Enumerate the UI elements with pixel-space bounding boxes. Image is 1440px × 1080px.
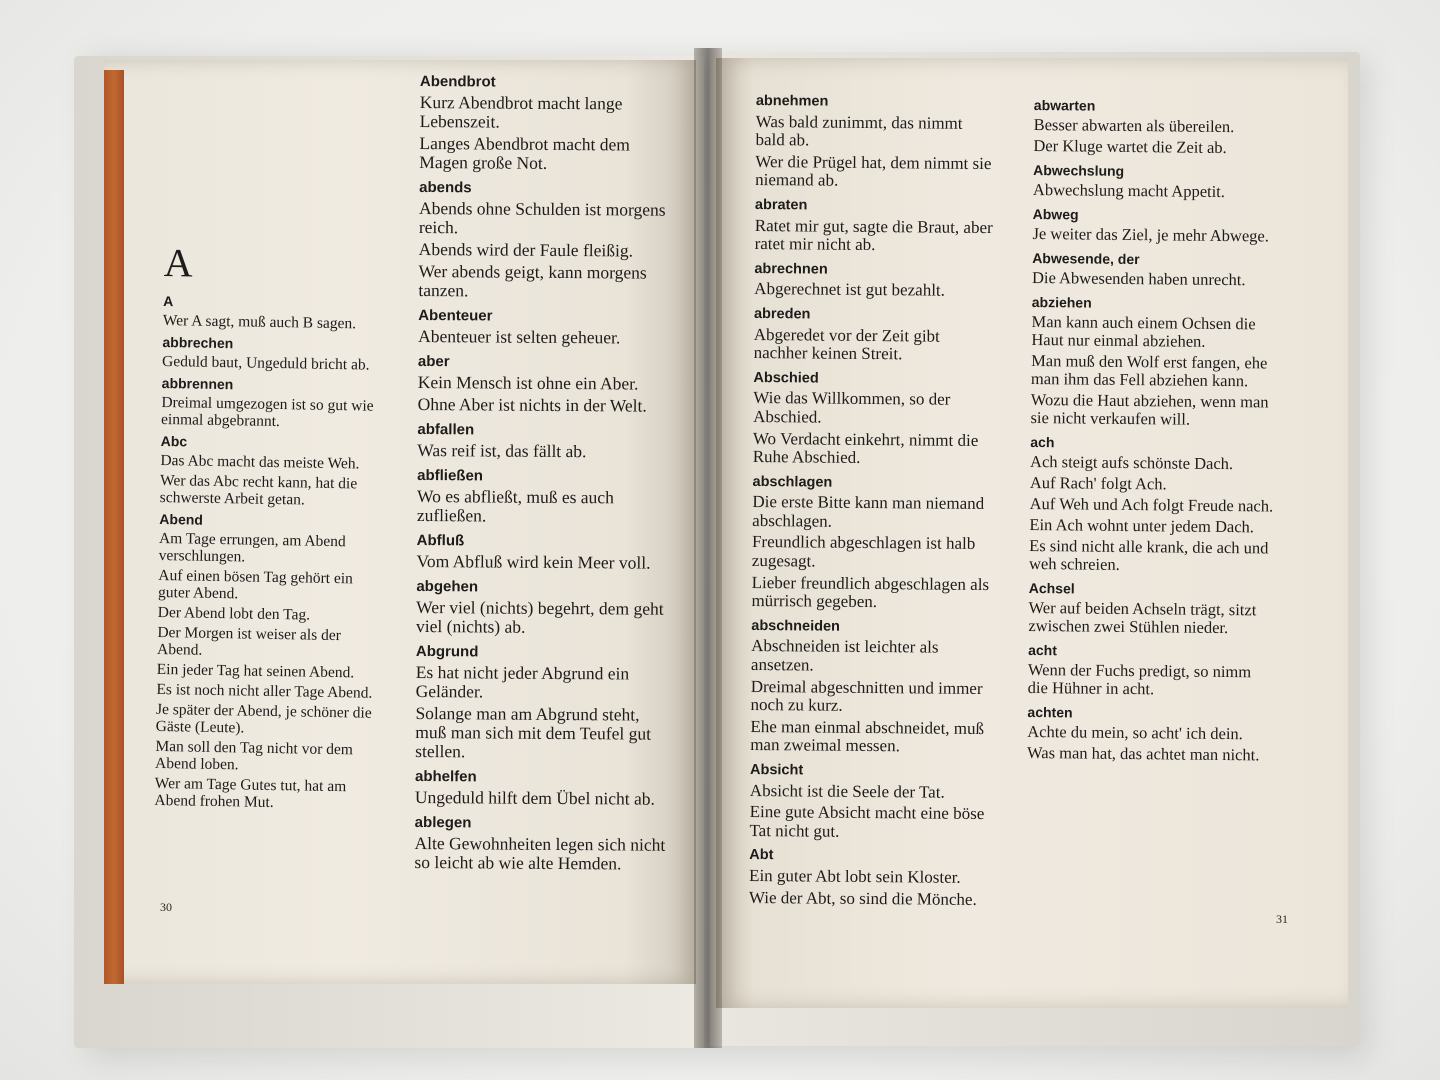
headword: abgehen bbox=[416, 577, 479, 596]
proverb: Auf Rach' folgt Ach. bbox=[1029, 472, 1167, 494]
headword: abraten bbox=[754, 196, 808, 214]
proverb: Dreimal abgeschnitten und immer noch zu kurz. bbox=[750, 676, 983, 715]
headword: Abgrund bbox=[415, 642, 479, 661]
proverb: Was bald zunimmt, das nimmt bald ab. bbox=[755, 111, 963, 150]
proverb: Abends wird der Faule fleißig. bbox=[418, 238, 634, 261]
proverb: Freundlich abgeschlagen ist halb zugesagt. bbox=[751, 532, 976, 571]
headword: Abfluß bbox=[416, 531, 465, 550]
proverb: Ungeduld hilft dem Übel nicht ab. bbox=[414, 786, 656, 809]
section-letter: A bbox=[163, 240, 194, 286]
headword: Abt bbox=[749, 847, 774, 864]
right-page-column-2 bbox=[1027, 90, 1280, 768]
headword: Abwechslung bbox=[1033, 161, 1125, 179]
proverb: Abenteuer ist selten geheuer. bbox=[418, 325, 621, 348]
proverb: Am Tage errungen, am Abend verschlungen. bbox=[158, 529, 346, 566]
headword: Absicht bbox=[749, 761, 804, 779]
headword: Abend bbox=[159, 510, 204, 528]
headword: ablegen bbox=[414, 813, 472, 832]
headword: abhelfen bbox=[414, 767, 477, 786]
headword: abends bbox=[419, 178, 472, 197]
proverb: Abgerechnet ist gut bezahlt. bbox=[754, 279, 946, 300]
right-page-column-1 bbox=[749, 86, 996, 912]
proverb: Geduld baut, Ungeduld bricht ab. bbox=[161, 352, 370, 374]
headword: Achsel bbox=[1028, 579, 1075, 597]
headword: ach bbox=[1030, 433, 1055, 451]
headword: abschlagen bbox=[752, 473, 833, 491]
proverb: Ratet mir gut, sagte die Braut, aber ratet mir nicht ab. bbox=[754, 215, 993, 255]
proverb: Abschneiden ist leichter als ansetzen. bbox=[750, 636, 939, 675]
headword: abziehen bbox=[1031, 293, 1092, 311]
proverb: Was reif ist, das fällt ab. bbox=[417, 439, 587, 462]
proverb: Ohne Aber ist nichts in der Welt. bbox=[417, 393, 647, 416]
proverb: Langes Abendbrot macht dem Magen große Not. bbox=[419, 132, 630, 173]
proverb: Dreimal umgezogen ist so gut wie einmal abgebrannt. bbox=[160, 393, 374, 431]
proverb: Was man hat, das achtet man nicht. bbox=[1026, 742, 1260, 765]
proverb: Wer die Prügel hat, dem nimmt sie niemand ab. bbox=[755, 151, 992, 191]
proverb: Der Morgen ist weiser als der Abend. bbox=[156, 623, 342, 659]
proverb: Abwechslung macht Appetit. bbox=[1032, 179, 1226, 202]
headword: aber bbox=[417, 352, 450, 371]
proverb: Vom Abfluß wird kein Meer voll. bbox=[416, 550, 651, 573]
proverb: Es ist noch nicht aller Tage Abend. bbox=[156, 680, 373, 702]
left-page-column-1 bbox=[154, 240, 384, 816]
headword: Abenteuer bbox=[418, 306, 493, 325]
proverb: Es sind nicht alle krank, die ach und weh schreien. bbox=[1028, 535, 1269, 574]
headword: abbrennen bbox=[161, 374, 234, 393]
headword: Abweg bbox=[1032, 205, 1079, 223]
proverb: Es hat nicht jeder Abgrund ein Geländer. bbox=[415, 661, 630, 702]
proverb: Man soll den Tag nicht vor dem Abend loben. bbox=[154, 737, 354, 774]
page-number-left: 30 bbox=[160, 900, 172, 914]
proverb: Wer abends geigt, kann morgens tanzen. bbox=[418, 260, 647, 301]
proverb: Abends ohne Schulden ist morgens reich. bbox=[418, 197, 666, 238]
headword: acht bbox=[1028, 641, 1058, 659]
headword: Abc bbox=[160, 432, 188, 450]
proverb: Wie der Abt, so sind die Mönche. bbox=[748, 887, 977, 909]
headword: abbrechen bbox=[162, 333, 234, 352]
proverb: Wer auf beiden Achseln trägt, sitzt zwischen zwei Stühlen nieder. bbox=[1028, 597, 1257, 638]
proverb: Ach steigt aufs schönste Dach. bbox=[1030, 451, 1234, 474]
proverb: Auf Weh und Ach folgt Freude nach. bbox=[1029, 493, 1274, 516]
headword: A bbox=[163, 292, 174, 310]
proverb: Achte du mein, so acht' ich dein. bbox=[1027, 721, 1243, 744]
proverb: Auf einen bösen Tag gehört ein guter Abend. bbox=[157, 566, 353, 603]
headword: abschneiden bbox=[751, 617, 840, 635]
proverb: Wer A sagt, muß auch B sagen. bbox=[162, 311, 357, 333]
headword: abrechnen bbox=[754, 260, 828, 278]
proverb: Man muß den Wolf erst fangen, ehe man ihm das Fell abziehen kann. bbox=[1030, 350, 1268, 391]
headword: achten bbox=[1027, 703, 1073, 721]
proverb: Wo es abfließt, muß es auch zufließen. bbox=[416, 485, 614, 526]
proverb: Solange man am Abgrund steht, muß man sich mit dem Teufel gut stellen. bbox=[415, 702, 652, 762]
proverb: Man kann auch einem Ochsen die Haut nur einmal abziehen. bbox=[1031, 311, 1256, 351]
proverb: Ein Ach wohnt unter jedem Dach. bbox=[1029, 514, 1255, 537]
headword: abfallen bbox=[417, 420, 475, 439]
book-gutter bbox=[694, 48, 722, 1048]
proverb: Ehe man einmal abschneidet, muß man zweimal messen. bbox=[750, 716, 985, 756]
proverb: Wenn der Fuchs predigt, so nimm die Hühner in acht. bbox=[1027, 659, 1252, 699]
proverb: Wer viel (nichts) begehrt, dem geht viel (nichts) ab. bbox=[416, 596, 664, 637]
proverb: Eine gute Absicht macht eine böse Tat nicht gut. bbox=[749, 802, 985, 841]
proverb: Das Abc macht das meiste Weh. bbox=[160, 451, 360, 473]
proverb: Kurz Abendbrot macht lange Lebenszeit. bbox=[419, 91, 623, 132]
headword: abfließen bbox=[417, 466, 484, 485]
proverb: Je später der Abend, je schöner die Gäste (Leute). bbox=[155, 700, 372, 737]
proverb: Die erste Bitte kann man niemand abschlagen. bbox=[752, 492, 985, 531]
proverb: Abgeredet vor der Zeit gibt nachher keinen Streit. bbox=[753, 324, 940, 364]
proverb: Der Abend lobt den Tag. bbox=[157, 603, 311, 624]
headword: Abschied bbox=[753, 369, 819, 387]
proverb: Der Kluge wartet die Zeit ab. bbox=[1033, 135, 1227, 158]
proverb: Ein guter Abt lobt sein Kloster. bbox=[749, 865, 961, 887]
page-number-right: 31 bbox=[1276, 912, 1288, 926]
proverb: Wozu die Haut abziehen, wenn man sie nicht verkaufen will. bbox=[1030, 389, 1269, 429]
proverb: Lieber freundlich abgeschlagen als mürrisch gegeben. bbox=[751, 572, 990, 612]
proverb: Kein Mensch ist ohne ein Aber. bbox=[417, 371, 639, 394]
headword: Abendbrot bbox=[419, 72, 496, 91]
proverb: Wo Verdacht einkehrt, nimmt die Ruhe Abschied. bbox=[752, 428, 979, 468]
headword: Abwesende, der bbox=[1032, 249, 1140, 268]
proverb: Je weiter das Ziel, je mehr Abwege. bbox=[1032, 223, 1270, 246]
proverb: Wer das Abc recht kann, hat die schwerste Arbeit getan. bbox=[159, 471, 358, 509]
proverb: Ein jeder Tag hat seinen Abend. bbox=[156, 660, 355, 682]
proverb: Absicht ist die Seele der Tat. bbox=[749, 780, 945, 802]
headword: abnehmen bbox=[755, 92, 829, 110]
proverb: Alte Gewohnheiten legen sich nicht so leicht ab wie alte Hemden. bbox=[414, 832, 666, 874]
headword: abreden bbox=[753, 305, 811, 323]
proverb: Wie das Willkommen, so der Abschied. bbox=[753, 388, 951, 427]
proverb: Die Abwesenden haben unrecht. bbox=[1031, 267, 1246, 290]
proverb: Besser abwarten als übereilen. bbox=[1033, 114, 1235, 137]
left-page-column-2 bbox=[414, 66, 676, 877]
orange-margin-band bbox=[104, 70, 124, 984]
proverb: Wer am Tage Gutes tut, hat am Abend frohen Mut. bbox=[154, 774, 347, 811]
headword: abwarten bbox=[1033, 96, 1096, 114]
